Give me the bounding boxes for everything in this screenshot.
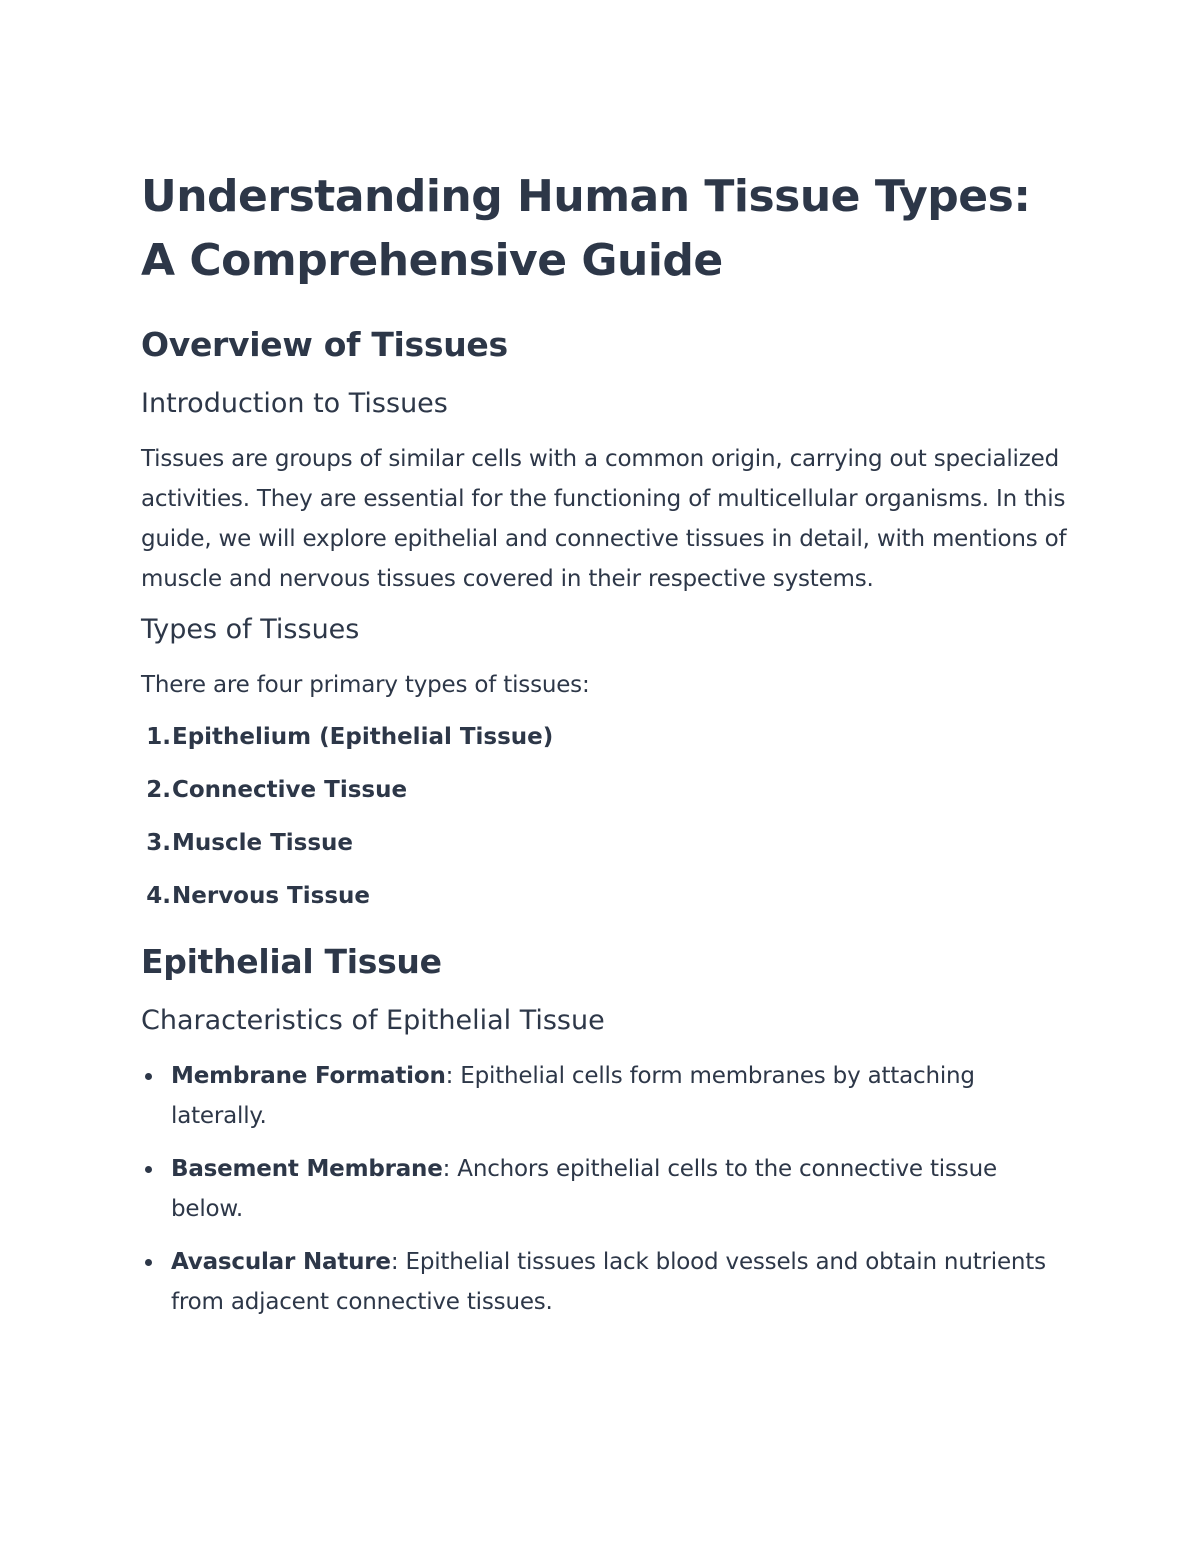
document-title: Understanding Human Tissue Types: A Comprehensive Guide	[141, 171, 1031, 286]
bullet-icon	[141, 1149, 171, 1229]
list-item	[141, 1056, 1071, 1136]
list-item-term: Basement Membrane	[171, 1156, 443, 1182]
list-item	[141, 717, 1071, 757]
list-item-label: Connective Tissue	[172, 777, 408, 803]
list-item	[141, 876, 1071, 916]
list-item	[141, 823, 1071, 863]
list-item-term: Membrane Formation	[171, 1063, 446, 1089]
list-item-text: : Anchors epithelial cells to the connective tissue below.	[171, 1156, 997, 1222]
subsection-heading-introduction: Introduction to Tissues	[141, 388, 448, 419]
list-item-text: : Epithelial cells form membranes by attaching laterally.	[171, 1063, 975, 1129]
characteristics-list	[141, 1056, 1071, 1322]
list-item-text: : Epithelial tissues lack blood vessels and obtain nutrients from adjacent connective tissues.	[171, 1249, 1046, 1315]
list-item-number: 4.	[146, 883, 171, 909]
tissue-types-list	[141, 717, 1071, 916]
introduction-paragraph: Tissues are groups of similar cells with a common origin, carrying out specialized activities. They are essential for the functioning of multicellular organisms. In this guide, we will explore epithelial and connective tissues in detail, with mentions of muscle and nervous tissues covered in their respective systems.	[141, 446, 1067, 592]
section-heading-overview: Overview of Tissues	[141, 325, 508, 364]
list-item-label: Muscle Tissue	[172, 830, 354, 856]
bullet-icon	[141, 1056, 171, 1136]
list-item-term: Avascular Nature	[171, 1249, 391, 1275]
section-heading-epithelial: Epithelial Tissue	[141, 942, 442, 981]
list-item	[141, 1149, 1071, 1229]
subsection-heading-types: Types of Tissues	[141, 614, 360, 645]
list-item-number: 3.	[146, 830, 171, 856]
subsection-heading-characteristics: Characteristics of Epithelial Tissue	[141, 1005, 605, 1036]
list-item-label: Epithelium (Epithelial Tissue)	[172, 724, 554, 750]
list-item-label: Nervous Tissue	[172, 883, 370, 909]
types-lead-paragraph: There are four primary types of tissues:	[141, 672, 590, 698]
bullet-icon	[141, 1242, 171, 1322]
list-item	[141, 1242, 1071, 1322]
list-item-number: 2.	[146, 777, 171, 803]
document-page	[141, 165, 1071, 1346]
list-item-number: 1.	[146, 724, 171, 750]
list-item	[141, 770, 1071, 810]
